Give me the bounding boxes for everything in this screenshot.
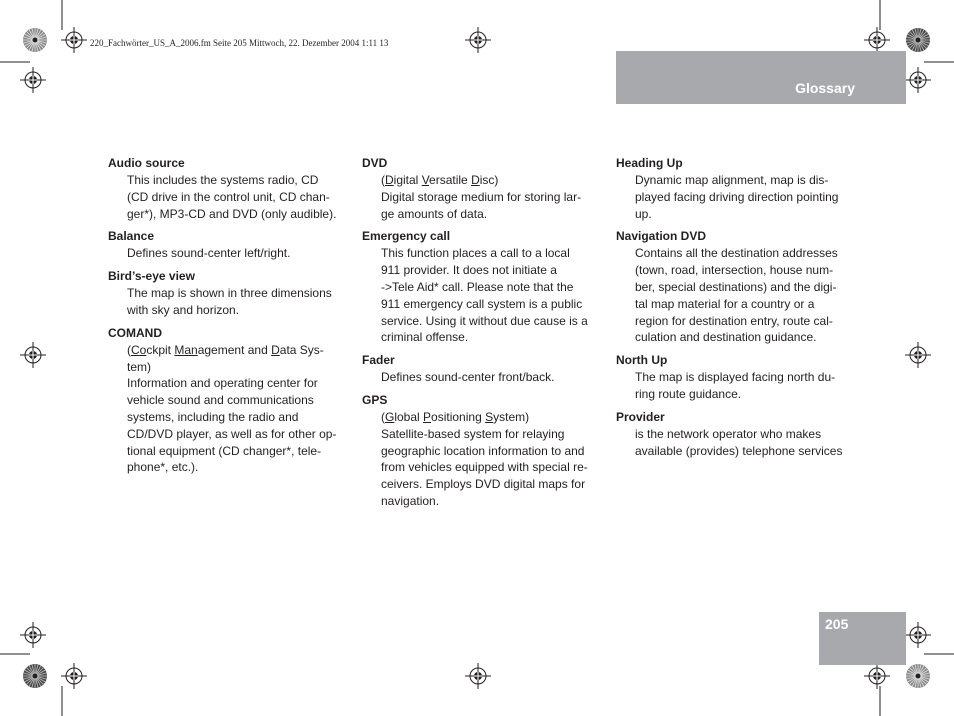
definition-line (381, 206, 602, 223)
text-run: tional equipment (CD changer*, tele- (127, 443, 322, 458)
text-run: service. Using it without due cause is a (381, 313, 588, 328)
definition-line (381, 262, 602, 279)
definition-line (381, 426, 602, 443)
glossary-definition (362, 369, 602, 386)
registration-mark-icon (20, 67, 46, 93)
underlined-text-run: G (385, 409, 395, 424)
glossary-term: COMAND (108, 325, 162, 340)
definition-line (635, 369, 856, 386)
underlined-text-run: D (471, 173, 480, 187)
underlined-text-run: S (485, 409, 494, 424)
definition-line (381, 296, 602, 313)
text-run: ge amounts of data. (381, 206, 488, 221)
text-run: culation and destination guidance. (635, 330, 817, 345)
glossary-term: GPS (362, 392, 388, 407)
glossary-entry (362, 155, 602, 222)
glossary-term: Navigation DVD (616, 229, 707, 244)
text-run: tem) (127, 359, 151, 374)
definition-line (127, 245, 348, 262)
definition-line (635, 426, 856, 443)
registration-mark-icon (905, 622, 931, 648)
definition-line (635, 206, 856, 223)
definition-line (381, 313, 602, 330)
definition-line (635, 313, 856, 330)
glossary-definition (616, 245, 856, 346)
registration-mark-icon (465, 663, 491, 689)
definition-line (381, 476, 602, 493)
glossary-term: North Up (616, 353, 668, 368)
definition-line (381, 369, 602, 386)
glossary-term: Audio source (108, 156, 185, 170)
glossary-definition (362, 172, 602, 222)
glossary-term: Balance (108, 229, 155, 244)
text-run: systems, including the radio and (127, 409, 299, 424)
glossary-definition (362, 409, 602, 510)
text-run: This function places a call to a local (381, 246, 570, 261)
underlined-text-run: V (421, 173, 430, 187)
underlined-text-run: D (385, 173, 394, 187)
text-run: igital (393, 173, 422, 187)
registration-mark-icon (20, 342, 46, 368)
text-run: Contains all the destination addresses (635, 246, 838, 261)
text-run: ystem) (493, 409, 530, 424)
text-run: up. (635, 206, 652, 221)
glossary-term: DVD (362, 156, 388, 170)
text-run: ber, special destinations) and the digi- (635, 279, 837, 294)
definition-line (127, 189, 348, 206)
definition-line (635, 189, 856, 206)
text-run: available (provides) telephone services (635, 443, 843, 458)
text-run: Dynamic map alignment, map is dis- (635, 173, 829, 187)
page-number-tab (819, 612, 906, 665)
definition-line (127, 359, 348, 376)
definition-line (127, 459, 348, 476)
definition-line (381, 279, 602, 296)
underlined-text-run: D (271, 342, 280, 357)
glossary-entry (362, 392, 602, 510)
glossary-entry (108, 268, 348, 319)
file-slug: 220_Fachwörter_US_A_2006.fm Seite 205 Mittwoch, 22. Dezember 2004 1:11 13 (90, 38, 389, 48)
text-run: CD/DVD player, as well as for other op- (127, 426, 337, 441)
glossary-definition (108, 285, 348, 319)
definition-line (127, 426, 348, 443)
glossary-definition (108, 172, 348, 222)
definition-line (635, 279, 856, 296)
text-run: isc) (479, 173, 499, 187)
glossary-definition (616, 172, 856, 222)
text-run: Satellite-based system for relaying (381, 426, 565, 441)
text-run: ger*), MP3-CD and DVD (only audible). (127, 206, 337, 221)
text-run: ( (381, 173, 385, 187)
glossary-column-1 (108, 155, 348, 482)
text-run: ring route guidance. (635, 386, 742, 401)
page-number: 205 (825, 616, 849, 632)
text-run: The map is shown in three dimensions (127, 286, 332, 301)
definition-line (635, 262, 856, 279)
registration-mark-icon (61, 663, 87, 689)
text-run: ata Sys- (279, 342, 324, 357)
definition-line (127, 409, 348, 426)
text-run: tal map material for a country or a (635, 296, 815, 311)
glossary-entry (362, 352, 602, 386)
definition-line (127, 392, 348, 409)
text-run: Defines sound-center front/back. (381, 370, 555, 385)
text-run: (town, road, intersection, house num- (635, 263, 834, 278)
text-run: phone*, etc.). (127, 460, 199, 475)
definition-line (127, 285, 348, 302)
underlined-text-run: Co (131, 342, 147, 357)
text-run: lobal (394, 409, 424, 424)
glossary-term: Provider (616, 409, 665, 424)
definition-line (381, 443, 602, 460)
text-run: ersatile (429, 173, 472, 187)
text-run: Defines sound-center left/right. (127, 246, 291, 261)
glossary-entry (108, 228, 348, 262)
definition-line (635, 296, 856, 313)
definition-line (381, 329, 602, 346)
registration-mark-icon (864, 27, 890, 53)
text-run: region for destination entry, route cal- (635, 313, 833, 328)
definition-line (635, 443, 856, 460)
definition-line (381, 189, 602, 206)
text-run: navigation. (381, 493, 440, 508)
definition-line (635, 245, 856, 262)
glossary-entry (616, 352, 856, 403)
text-run: Digital storage medium for storing lar- (381, 189, 582, 204)
registration-mark-icon (465, 27, 491, 53)
underlined-text-run: Man (174, 342, 198, 357)
text-run: played facing driving direction pointing (635, 189, 839, 204)
registration-mark-icon (20, 622, 46, 648)
glossary-term: Heading Up (616, 156, 683, 170)
glossary-definition (362, 245, 602, 346)
glossary-entry (362, 228, 602, 346)
text-run: ositioning (431, 409, 486, 424)
glossary-definition (108, 245, 348, 262)
text-run: vehicle sound and communications (127, 393, 314, 408)
glossary-entry (616, 228, 856, 346)
text-run: ( (381, 409, 385, 424)
definition-line (635, 329, 856, 346)
text-run: criminal offense. (381, 330, 469, 345)
definition-line (381, 459, 602, 476)
color-wheel-icon (906, 664, 930, 688)
definition-line (381, 245, 602, 262)
glossary-term: Emergency call (362, 229, 451, 244)
text-run: with sky and horizon. (127, 302, 240, 317)
text-run: The map is displayed facing north du- (635, 370, 836, 385)
definition-line (127, 172, 348, 189)
glossary-column-2 (362, 155, 602, 516)
section-title: Glossary (795, 80, 855, 96)
underlined-text-run: P (423, 409, 432, 424)
registration-mark-icon (61, 27, 87, 53)
text-run: This includes the systems radio, CD (127, 173, 319, 187)
text-run: ceivers. Employs DVD digital maps for (381, 477, 586, 492)
definition-line (381, 493, 602, 510)
text-run: 911 emergency call system is a public (381, 296, 583, 311)
text-run: geographic location information to and (381, 443, 585, 458)
definition-line (127, 375, 348, 392)
registration-mark-icon (905, 342, 931, 368)
definition-line (127, 342, 348, 359)
glossary-entry (616, 155, 856, 222)
section-header-tab (616, 51, 906, 104)
glossary-definition (108, 342, 348, 476)
registration-mark-icon (864, 663, 890, 689)
text-run: agement and (197, 342, 272, 357)
text-run: (CD drive in the control unit, CD chan- (127, 189, 330, 204)
definition-line (381, 172, 602, 189)
color-wheel-icon (23, 28, 47, 52)
definition-line (127, 443, 348, 460)
color-wheel-icon (906, 28, 930, 52)
definition-line (635, 386, 856, 403)
text-run: ckpit (146, 342, 175, 357)
text-run: Information and operating center for (127, 376, 318, 391)
glossary-entry (108, 155, 348, 222)
color-wheel-icon (23, 664, 47, 688)
glossary-column-3 (616, 155, 856, 465)
text-run: 911 provider. It does not initiate a (381, 263, 557, 278)
definition-line (127, 206, 348, 223)
text-run: is the network operator who makes (635, 426, 822, 441)
registration-mark-icon (905, 67, 931, 93)
glossary-definition (616, 426, 856, 460)
glossary-term: Fader (362, 353, 395, 368)
glossary-entry (108, 325, 348, 476)
definition-line (635, 172, 856, 189)
definition-line (127, 302, 348, 319)
glossary-definition (616, 369, 856, 403)
definition-line (381, 409, 602, 426)
glossary-entry (616, 409, 856, 460)
text-run: from vehicles equipped with special re- (381, 460, 588, 475)
text-run: ->Tele Aid* call. Please note that the (381, 279, 574, 294)
glossary-term: Bird’s-eye view (108, 269, 195, 284)
text-run: ( (127, 342, 131, 357)
